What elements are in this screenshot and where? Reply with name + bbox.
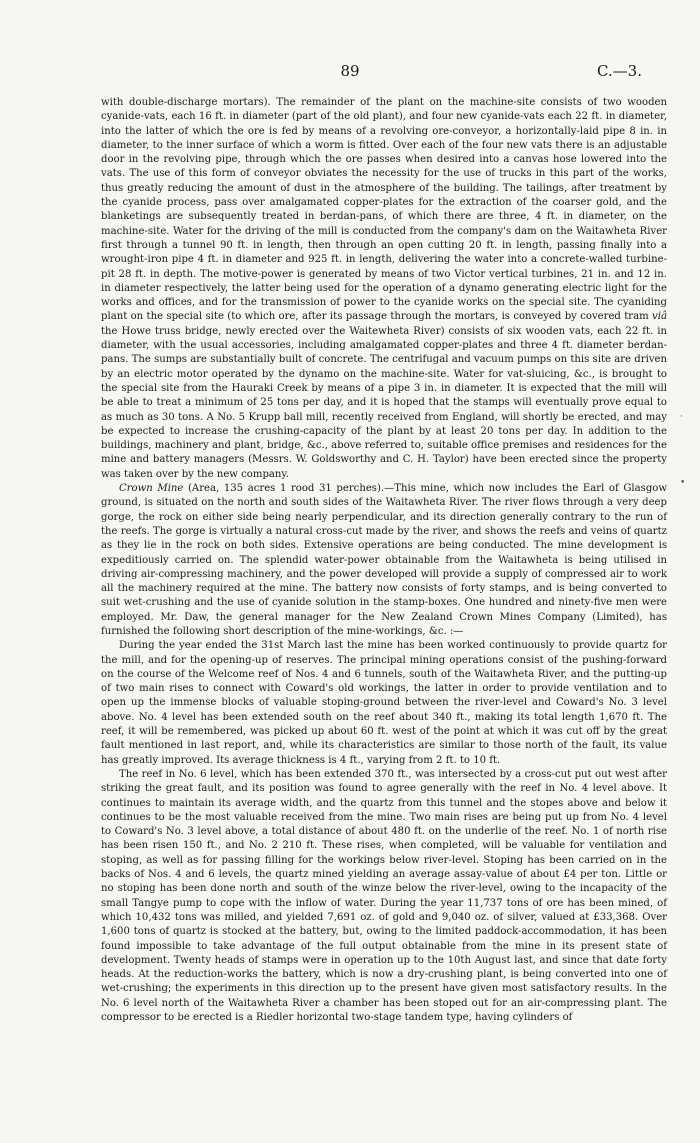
paragraph-crown-mine: [101, 482, 667, 639]
section-heading-crown-mine: Crown Mine: [119, 483, 184, 495]
text-run: The reef in No. 6 level, which has been extended 370 ft., was intersected by a cross-cut put out west after striking the great fault, and its position was found to agree generally with the reef in No. 4 level above. It continues to maintain its average width, and the quartz from this tunnel and the stopes above and below it continues to be the most valuable received from the mine. Two main rises are being put up from No. 4 level to Coward's No. 3 level above, a total distance of about 480 ft. on the underlie of the reef. No. 1 of north rise has been risen 150 ft., and No. 2 210 ft. These rises, when completed, will be valuable for ventilation and stoping, as well as for passing filling for the workings below river-level. Stoping has been carried on in the backs of Nos. 4 and 6 levels, the quartz mined yielding an average assay-value of about £4 per ton. Little or no stoping has been done north and south of the winze below the river-level, owing to the incapacity of the small Tangye pump to cope with the inflow of water. During the year 11,737 tons of ore has been mined, of which 10,432 tons was milled, and yielded 7,691 oz. of gold and 9,040 oz. of silver, valued at £33,368. Over 1,600 tons of quartz is stocked at the battery, but, owing to the limited paddock-accommodation, it has been found impossible to take advantage of the full output obtainable from the mine in its present state of development. Twenty heads of stamps were in operation up to the 10th August last, and since that date forty heads. At the reduction-works the battery, which is now a dry-crushing plant, is being converted into one of wet-crushing; the experiments in this direction up to the present have given most satisfactory results. In the No. 6 level north of the Waitawheta River a chamber has been stoped out for an air-compressing plant. The compressor to be erected is a Riedler horizontal two-stage tandem type, having cylinders of: [101, 768, 667, 1023]
text-run: the Howe truss bridge, newly erected over the Waitewheta River) consists of six wooden vats, each 22 ft. in diameter, with the usual accessories, including amalgamated copper-plates and three 4 ft. diameter berdan-pans. The sumps are substantially built of concrete. The centrifugal and vacuum pumps on this site are driven by an electric motor operated by the dynamo on the machine-site. Water for vat-sluicing, &c., is brought to the special site from the Hauraki Creek by means of a pipe 3 in. in diameter. It is expected that the mill will be able to treat a minimum of 25 tons per day, and it is hoped that the stamps will eventually prove equal to as much as 30 tons. A No. 5 Krupp ball mill, recently received from England, will shortly be erected, and may be expected to increase the crushing-capacity of the plant by at least 20 tons per day. In addition to the buildings, machinery and plant, bridge, &c., above referred to, suitable office premises and residences for the mine and battery managers (Messrs. W. Goldsworthy and C. H. Taylor) have been erected since the property was taken over by the new company.: [101, 325, 667, 480]
paragraph-no6-level: [101, 768, 667, 1025]
text-run-italic: viâ: [652, 311, 667, 323]
paragraph-year-review: [101, 639, 667, 768]
body-text: [101, 96, 667, 1025]
page-code: C.—3.: [596, 62, 642, 80]
margin-mark: ·: [680, 412, 683, 422]
page-number: 89: [340, 62, 360, 80]
text-run: During the year ended the 31st March last the mine has been worked continuously to provide quartz for the mill, and for the opening-up of reserves. The principal mining operations consist of the pushing-forward on the course of the Welcome reef of Nos. 4 and 6 tunnels, south of the Waitawheta River, and the putting-up of two main rises to connect with Coward's old workings, the latter in order to provide ventilation and to open up the immense blocks of valuable stoping-ground between the river-level and Coward's No. 3 level above. No. 4 level has been extended south on the reef about 340 ft., making its total length 1,670 ft. The reef, it will be remembered, was picked up about 60 ft. west of the point at which it was cut off by the great fault mentioned in last report, and, while its characteristics are similar to those north of the fault, its value has greatly improved. Its average thickness is 4 ft., varying from 2 ft. to 10 ft.: [101, 640, 667, 766]
margin-mark: •: [680, 478, 686, 488]
text-run: (Area, 135 acres 1 rood 31 perches).—This mine, which now includes the Earl of Glasgow ground, is situated on the north and south sides of the Waitawheta River. The river flows through a very deep gorge, the rock on either side being nearly perpendicular, and its direction generally contrary to the run of the reefs. The gorge is virtually a natural cross-cut made by the river, and shows the reefs and veins of quartz as they lie in the rock on both sides. Extensive operations are being conducted. The mine development is expeditiously carried on. The splendid water-power obtainable from the Waitawheta is being utilised in driving air-compressing machinery, and the power developed will provide a supply of compressed air to work all the machinery required at the mine. The battery now consists of forty stamps, and is being converted to suit wet-crushing and the use of cyanide solution in the stamp-boxes. One hundred and ninety-five men were employed. Mr. Daw, the general manager for the New Zealand Crown Mines Company (Limited), has furnished the following short description of the mine-workings, &c. :—: [101, 483, 667, 637]
text-run: with double-discharge mortars). The remainder of the plant on the machine-site consists of two wooden cyanide-vats, each 16 ft. in diameter (part of the old plant), and four new cyanide-vats each 22 ft. in diameter, into the latter of which the ore is fed by means of a revolving ore-conveyor, a horizontally-laid pipe 8 in. in diameter, to the inner surface of which a worm is fitted. Over each of the four new vats there is an adjustable door in the revolving pipe, through which the ore passes when desired into a canvas hose lowered into the vats. The use of this form of conveyor obviates the necessity for the use of trucks in this part of the works, thus greatly reducing the amount of dust in the atmosphere of the building. The tailings, after treatment by the cyanide process, pass over amalgamated copper-plates for the extraction of the coarser gold, and the blanketings are subsequently treated in berdan-pans, of which there are three, 4 ft. in diameter, on the machine-site. Water for the driving of the mill is conducted from the company's dam on the Waitawheta River first through a tunnel 90 ft. in length, then through an open cutting 20 ft. in length, passing finally into a wrought-iron pipe 4 ft. in diameter and 925 ft. in length, delivering the water into a concrete-walled turbine-pit 28 ft. in depth. The motive-power is generated by means of two Victor vertical turbines, 21 in. and 12 in. in diameter respectively, the latter being used for the operation of a dynamo generating electric light for the works and offices, and for the transmission of power to the cyanide works on the special site. The cyaniding plant on the special site (to which ore, after its passage through the mortars, is conveyed by covered tram: [101, 97, 667, 323]
paragraph-plant: [101, 96, 667, 482]
